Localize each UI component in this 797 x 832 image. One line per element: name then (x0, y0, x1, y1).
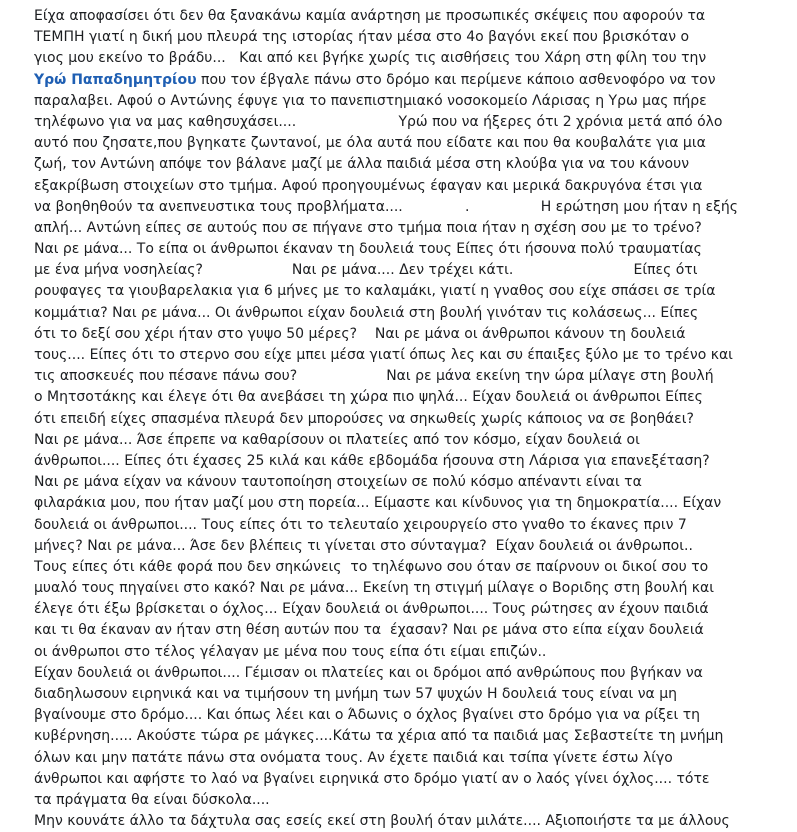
post-line: άνθρωποι και αφήστε το λαό να βγαίνει ειρηνικά στο δρόμο γιατί αν ο λαός γίνει όχλος.... τότε (34, 770, 710, 787)
post-line: και τι θα έκαναν αν ήταν στη θέση αυτών που τα έχασαν? Ναι ρε μάνα στο είπα είχαν δουλειά (34, 622, 704, 639)
post-line: τους.... Είπες ότι το στερνο σου είχε μπει μέσα γιατί όπως λες και συ έπαιξες ξύλο με το τρένο και (34, 347, 733, 363)
post-line: έλεγε ότι έξω βρίσκεται ο όχλος... Είχαν δουλειά οι άνθρωποι.... Τους ρώτησες αν έχουν παιδιά (34, 601, 709, 618)
post-line: ότι επειδή είχες σπασμένα πλευρά δεν μπορούσες να σηκωθείς χωρίς κάποιος να σε βοηθάει? (34, 410, 694, 427)
post-line: με ένα μήνα νοσηλείας? Ναι ρε μάνα.... Δεν τρέχει κάτι. Είπες ότι (34, 262, 698, 279)
post-line: Τους είπες ότι κάθε φορά που δεν σηκώνεις το τηλέφωνο σου όταν σε παίρνουν οι δικοί σου το (34, 558, 709, 575)
post-line: Ναι ρε μάνα... Άσε έπρεπε να καθαρίσουν οι πλατείες από τον κόσμο, είχαν δουλειά οι (34, 431, 640, 448)
post-line: εξακρίβωση στοιχείων στο τμήμα. Αφού προηγουμένως έφαγαν και μερικά δακρυγόνα έτσι για (34, 177, 703, 194)
post-line: τις αποσκευές που πέσανε πάνω σου? Ναι ρε μάνα εκείνη την ώρα μίλαγε στη βουλή (34, 368, 714, 385)
post-line: ο Μητσοτάκης και έλεγε ότι θα ανεβάσει τη χώρα πιο ψηλά... Είχαν δουλειά οι άνθρωποι Είπες (34, 389, 703, 406)
post-line: τηλέφωνο για να μας καθησυχάσει.... Υρώ που να ήξερες ότι 2 χρόνια μετά από όλο (34, 113, 723, 130)
post-line: μυαλό τους πηγαίνει στο κακό? Ναι ρε μάνα... Εκείνη τη στιγμή μίλαγε ο Βοριδης στη βουλή και (34, 580, 714, 597)
post-line: γιος μου εκείνο το βράδυ... Και από κει βγήκε χωρίς τις αισθήσεις του Χάρη στη φίλη του την (34, 50, 707, 67)
post-line: τα πράγματα θα είναι δύσκολα.... (34, 791, 270, 808)
post-line: φιλαράκια μου, που ήταν μαζί μου στη πορεία... Είμαστε και κίνδυνος για τη δημοκρατία.... Είχαν (34, 495, 722, 512)
post-line: απλή... Αντώνη είπες σε αυτούς που σε πήγανε στο τμήμα ποια ήταν η σχέση σου με το τρένο? (34, 219, 702, 236)
post-line: οι άνθρωποι στο τέλος γέλαγαν με μένα που τους είπα ότι είμαι επιζών.. (34, 643, 547, 660)
post-line: Είχα αποφασίσει ότι δεν θα ξανακάνω καμία ανάρτηση με προσωπικές σκέψεις που αφορούν τα (34, 8, 706, 24)
post-line: βγαίνουμε στο δρόμο.... Και όπως λέει και ο Άδωνις ο όχλος βγαίνει στο δρόμο για να ρίξει τη (34, 707, 701, 724)
post-line: αυτό που ζησατε,που βγηκατε ζωντανοί, με όλα αυτά που είδατε και που θα κουβαλάτε για μια (34, 135, 706, 152)
post-line: Μην κουνάτε άλλο τα δάχτυλα σας εσείς εκεί στη βουλή όταν μιλάτε.... Αξιοποιήστε τα με άλλους (34, 813, 730, 830)
post-body (34, 6, 764, 832)
post-line: να βοηθηθούν τα ανεπνευστικα τους προβλήματα.... . Η ερώτηση μου ήταν η εξής (34, 198, 738, 215)
post-line: Είχαν δουλειά οι άνθρωποι.... Γέμισαν οι πλατείες και οι δρόμοι από ανθρώπους που βγήκαν να (34, 664, 703, 681)
post-line: κομμάτια? Ναι ρε μάνα... Οι άνθρωποι είχαν δουλειά στη βουλή γινόταν τις κολάσεως... Είπες (34, 304, 699, 321)
post-line: Ναι ρε μάνα είχαν να κάνουν ταυτοποίηση στοιχείων σε πολύ κόσμο απέναντι είναι τα (34, 474, 642, 491)
post-line: κυβέρνηση..... Ακούστε τώρα ρε μάγκες....Κάτω τα χέρια από τα παιδιά μας Σεβαστείτε τη μνήμη (34, 728, 724, 745)
post-line: ζωή, τον Αντώνη απόψε τον βάλανε μαζί με άλλα παιδιά μέσα στη κλούβα για να του κάνουν (34, 156, 690, 173)
post-line-with-mention (34, 70, 764, 91)
post-line: Ναι ρε μάνα... Το είπα οι άνθρωποι έκαναν τη δουλειά τους Είπες ότι ήσουνα πολύ τραυματίας (34, 241, 702, 258)
post-line: ΤΕΜΠΗ γιατί η δική μου πλευρά της ιστορίας ήταν μέσα στο 4ο βαγόνι εκεί που βρισκόταν ο (34, 29, 690, 46)
post-line: άνθρωποι.... Είπες ότι έχασες 25 κιλά και κάθε εβδομάδα ήσουνα στη Λάρισα για επανεξέταση? (34, 452, 710, 469)
post-line: ρουφαγες τα γιουβαρελακια για 6 μήνες με το καλαμάκι, γιατί η γναθος σου είχε σπάσει σε τρία (34, 283, 716, 300)
post-line: μήνες? Ναι ρε μάνα... Άσε δεν βλέπεις τι γίνεται στο σύνταγμα? Είχαν δουλειά οι άνθρωποι.. (34, 537, 693, 554)
post-line: παραλαβει. Αφού ο Αντώνης έφυγε για το πανεπιστημιακό νοσοκομείο Λάρισας η Υρω μας πήρε (34, 92, 707, 109)
post-line: διαδηλωσουν ειρηνικά και να τιμήσουν τη μνήμη των 57 ψυχών Η δουλειά τους είναι να μη (34, 686, 678, 702)
post-line: όλων και μην πατάτε πάνω στα ονόματα τους. Αν έχετε παιδιά και τσίπα γίνετε έστω λίγο (34, 749, 673, 766)
post-line: δουλειά οι άνθρωποι.... Τους είπες ότι το τελευταίο χειρουργείο στο γναθο το έκανες πριν 7 (34, 516, 687, 533)
post-line-text: που τον έβγαλε πάνω στο δρόμο και περίμενε κάποιο ασθενοφόρο να τον (196, 71, 716, 88)
post-line: ότι το δεξί σου χέρι ήταν στο γυψο 50 μέρες? Ναι ρε μάνα οι άνθρωποι κάνουν τη δουλειά (34, 325, 686, 342)
mention-link[interactable]: Υρώ Παπαδημητρίου (34, 71, 197, 88)
